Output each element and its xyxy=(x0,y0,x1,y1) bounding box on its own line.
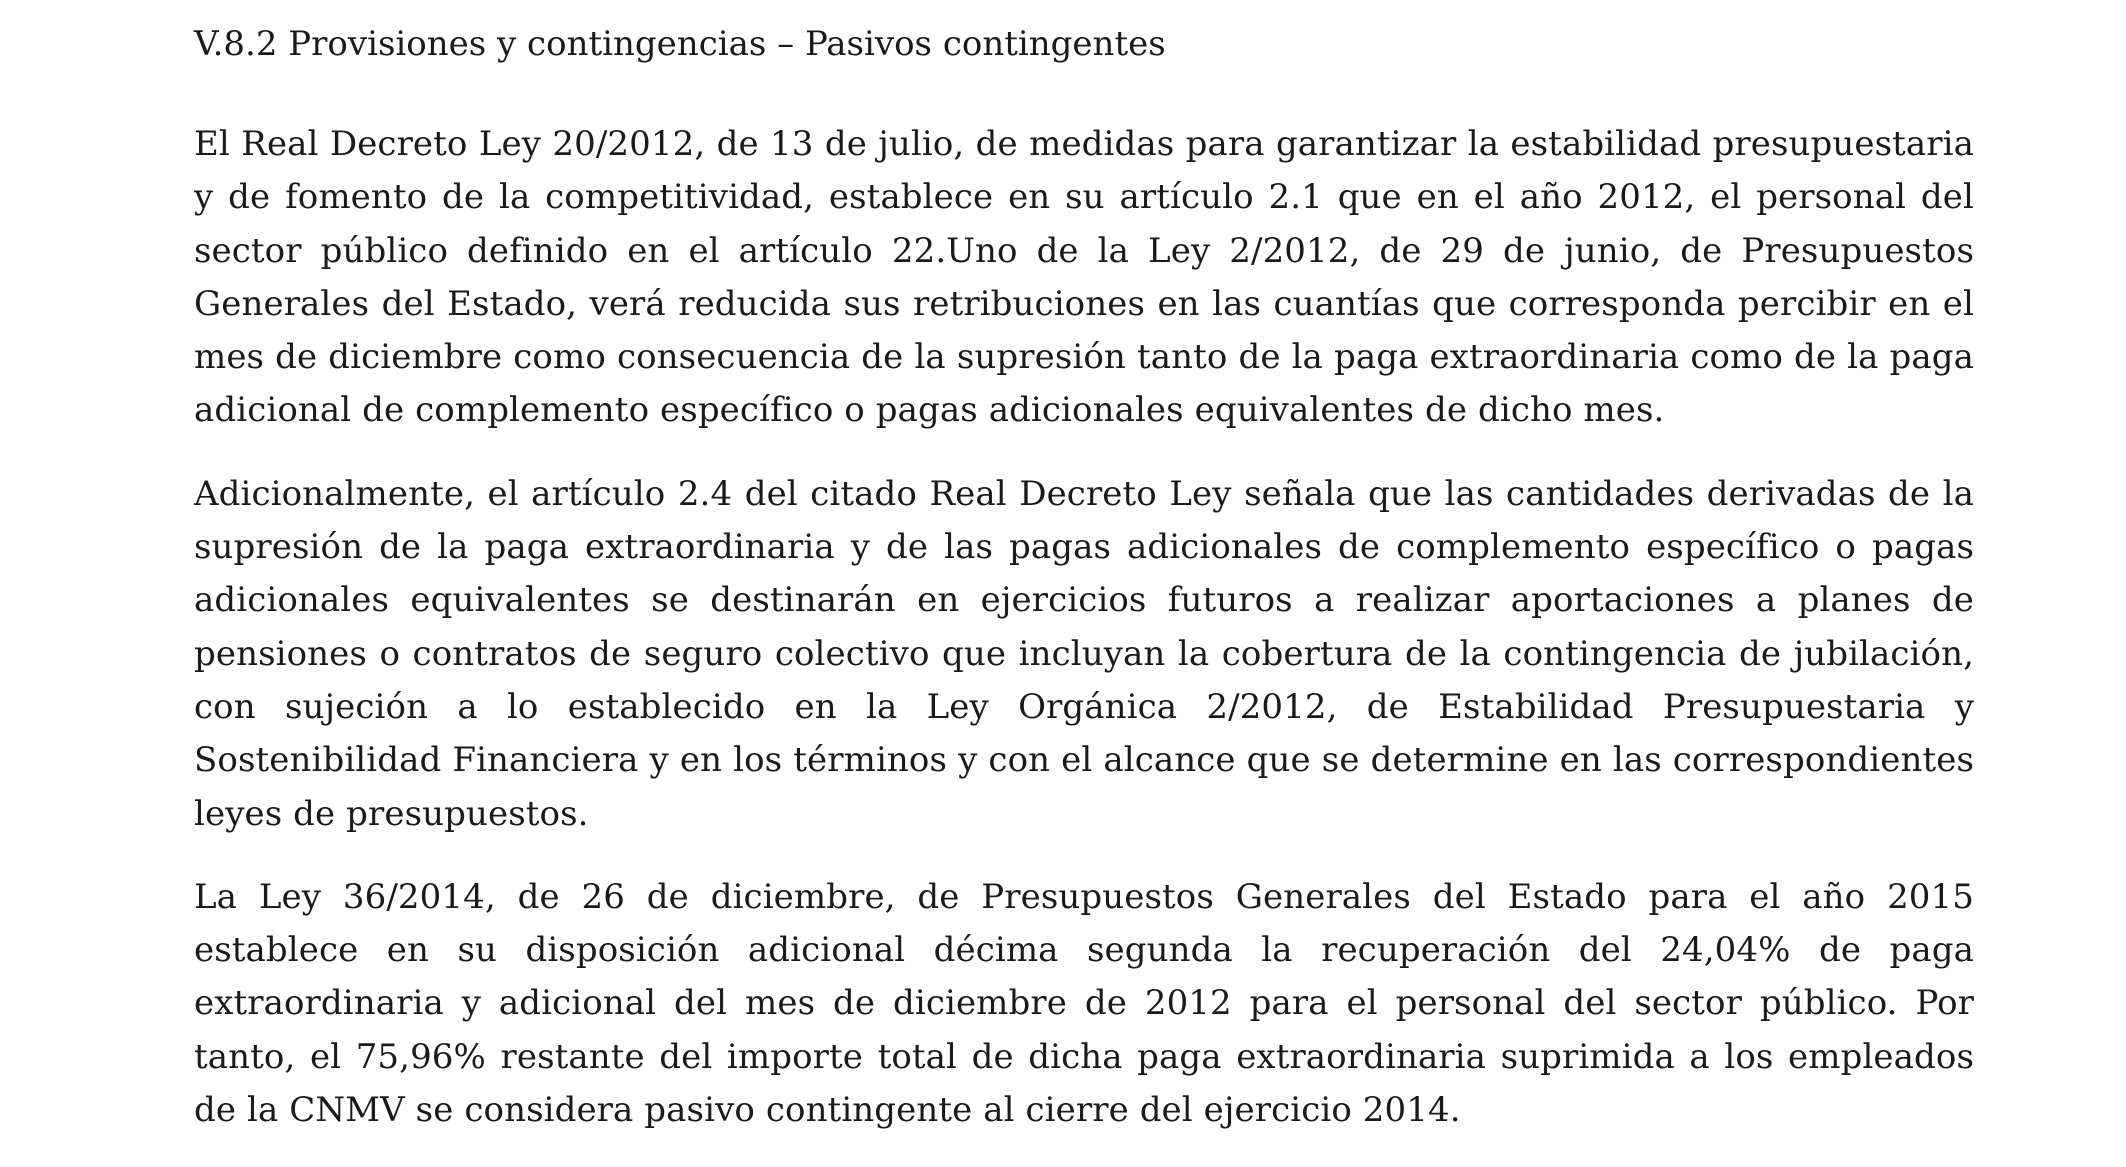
paragraph-adicionalmente: Adicionalmente, el artículo 2.4 del citado Real Decreto Ley señala que las cantidades derivadas de la supresión de la paga extraordinaria y de las pagas adicionales de complemento específico o pagas adicionales equivalentes se destinarán en ejercicios futuros a realizar aportaciones a planes de pensiones o contratos de seguro colectivo que incluyan la cobertura de la contingencia de jubilación, con sujeción a lo establecido en la Ley Orgánica 2/2012, de Estabilidad Presupuestaria y Sostenibilidad Financiera y en los términos y con el alcance que se determine en las correspondientes leyes de presupuestos. xyxy=(194,473,1974,834)
document-page xyxy=(194,18,1974,1167)
paragraph-real-decreto: El Real Decreto Ley 20/2012, de 13 de julio, de medidas para garantizar la estabilidad presupuestaria y de fomento de la competitividad, establece en su artículo 2.1 que en el año 2012, el personal del sector público definido en el artículo 22.Uno de la Ley 2/2012, de 29 de junio, de Presupuestos Generales del Estado, verá reducida sus retribuciones en las cuantías que corresponda percibir en el mes de diciembre como consecuencia de la supresión tanto de la paga extraordinaria como de la paga adicional de complemento específico o pagas adicionales equivalentes de dicho mes. xyxy=(194,124,1974,431)
section-heading: V.8.2 Provisiones y contingencias – Pasivos contingentes xyxy=(194,24,1166,64)
paragraph-ley-36-2014: La Ley 36/2014, de 26 de diciembre, de Presupuestos Generales del Estado para el año 2015 establece en su disposición adicional décima segunda la recuperación del 24,04% de paga extraordinaria y adicional del mes de diciembre de 2012 para el personal del sector público. Por tanto, el 75,96% restante del importe total de dicha paga extraordinaria suprimida a los empleados de la CNMV se considera pasivo contingente al cierre del ejercicio 2014. xyxy=(194,876,1974,1131)
